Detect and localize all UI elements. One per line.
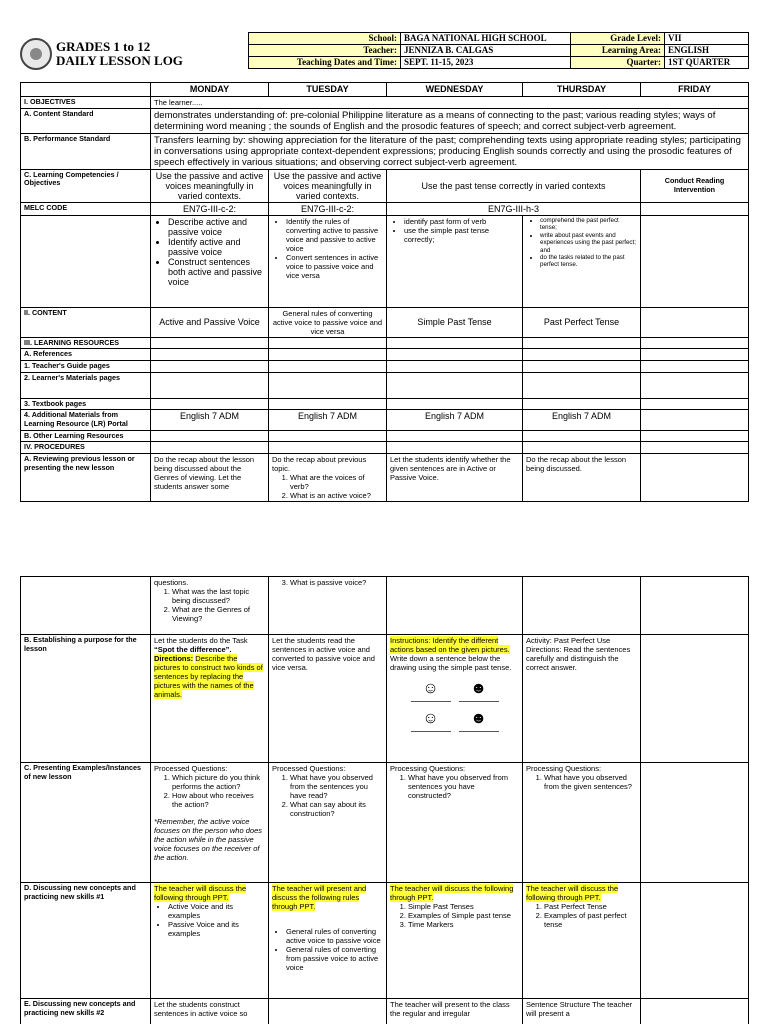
establishing-purpose-label: B. Establishing a purpose for the lesson [21, 635, 151, 763]
reviewing-monday-cont: questions. 1. What was the last topic being discussed? 2. What are the Genres of Viewing? [151, 577, 269, 635]
purpose-tuesday: Let the students read the sentences in active voice and converted to passive voice and vice versa. [269, 635, 387, 763]
grade-label: Grade Level: [571, 33, 665, 45]
discussing2-wednesday: The teacher will present to the class the regular and irregular [387, 999, 523, 1024]
school-label: School: [249, 33, 401, 45]
melc-label: MELC CODE [21, 202, 151, 215]
discussing2-monday: Let the students construct sentences in active voice so [151, 999, 269, 1024]
reviewing-tuesday-cont: 3. What is passive voice? [269, 577, 387, 635]
lesson-log-header [20, 32, 748, 76]
presenting-examples-label: C. Presenting Examples/Instances of new lesson [21, 763, 151, 883]
content-tuesday: General rules of converting active voice to passive voice and vice versa [269, 307, 387, 337]
cartoon-drawing-icon: ☻ [459, 676, 499, 702]
log-title: GRADES 1 to 12 DAILY LESSON LOG [56, 39, 183, 68]
content-thursday: Past Perfect Tense [523, 307, 641, 337]
content-standard-label: A. Content Standard [21, 108, 151, 133]
area-label: Learning Area: [571, 45, 665, 57]
presenting-thursday: Processing Questions: 1. What have you observed from the given sentences? [523, 763, 641, 883]
cartoon-drawing-icon: ☺ [411, 676, 451, 702]
competency-friday: Conduct Reading Intervention [641, 169, 749, 202]
procedures-heading: IV. PROCEDURES [21, 442, 151, 454]
reviewing-thursday: Do the recap about the lesson being discussed. [523, 453, 641, 501]
school-value: BAGA NATIONAL HIGH SCHOOL [401, 33, 571, 45]
melc-tuesday: EN7G-III-c-2: [269, 202, 387, 215]
learning-resources-heading: III. LEARNING RESOURCES [21, 337, 151, 349]
grade-value: VII [665, 33, 749, 45]
materials-monday: English 7 ADM [151, 410, 269, 430]
teacher-value: JENNIZA B. CALGAS [401, 45, 571, 57]
content-heading: II. CONTENT [21, 307, 151, 337]
references-label: A. References [21, 349, 151, 361]
content-standard-text: demonstrates understanding of: pre-colonial Philippine literature as a means of connecting to the past; various reading styles; ways of determining word meaning ; the sounds of English and the prosodic features of speech; and correct subject-verb agreement. [151, 108, 749, 133]
content-wednesday: Simple Past Tense [387, 307, 523, 337]
deped-seal-icon [20, 38, 52, 70]
melc-monday: EN7G-III-c-2: [151, 202, 269, 215]
purpose-monday: Let the students do the Task “Spot the difference”. Directions: Describe the pictures to construct two kinds of sentences by replacing the pictures with the names of the animals. [151, 635, 269, 763]
presenting-monday: Processed Questions: 1. Which picture do you think performs the action? 2. How about who receives the action? *Remember, the active voice focuses on the person who does the action while in the passive voice focuses on the receiver of the action. [151, 763, 269, 883]
textbook-pages-label: 3. Textbook pages [21, 398, 151, 410]
learners-materials-label: 2. Learner's Materials pages [21, 372, 151, 398]
cartoon-drawing-icon: ☺ [411, 706, 451, 732]
lesson-log-page-1 [20, 82, 748, 502]
quarter-value: 1ST QUARTER [665, 57, 749, 69]
reviewing-monday: Do the recap about the lesson being discussed about the Genres of viewing. Let the students answer some [151, 453, 269, 501]
day-friday: FRIDAY [641, 83, 749, 97]
presenting-tuesday: Processed Questions: 1. What have you observed from the sentences you have read? 2. What can say about its construction? [269, 763, 387, 883]
discussing-concepts-2-label: E. Discussing new concepts and practicing new skills #2 [21, 999, 151, 1024]
day-thursday: THURSDAY [523, 83, 641, 97]
purpose-wednesday: Instructions: Identify the different actions based on the given pictures. Write down a sentence below the drawing using the simple past tense. ☺ ☻ ☺ ☻ [387, 635, 523, 763]
competencies-label: C. Learning Competencies / Objectives [21, 169, 151, 202]
purpose-thursday: Activity: Past Perfect Use Directions: Read the sentences carefully and distinguish the correct answer. [523, 635, 641, 763]
discussing-concepts-1-label: D. Discussing new concepts and practicing new skills #1 [21, 883, 151, 999]
performance-standard-label: B. Performance Standard [21, 133, 151, 169]
cartoon-drawing-icon: ☻ [459, 706, 499, 732]
materials-thursday: English 7 ADM [523, 410, 641, 430]
dates-value: SEPT. 11-15, 2023 [401, 57, 571, 69]
dates-label: Teaching Dates and Time: [249, 57, 401, 69]
discussing1-monday: The teacher will discuss the following through PPT. • Active Voice and its examples • Passive Voice and its examples [151, 883, 269, 999]
competency-tuesday: Use the passive and active voices meaningfully in varied contexts. [269, 169, 387, 202]
day-tuesday: TUESDAY [269, 83, 387, 97]
objectives-tuesday: • Identify the rules of converting active to passive voice and passive to active voice • Convert sentences in active voice to passive voice and vice versa [269, 215, 387, 307]
materials-wednesday: English 7 ADM [387, 410, 523, 430]
reviewing-tuesday: Do the recap about previous topic. 1. What are the voices of verb? 2. What is an active voice? [269, 453, 387, 501]
learner-text: The learner..... [151, 96, 749, 108]
lesson-log-table [20, 82, 749, 502]
school-info-table [248, 32, 749, 69]
objectives-thursday: • comprehend the past perfect tense; • write about past events and experiences using the past perfect; and • do the tasks related to the past perfect tense. [523, 215, 641, 307]
other-resources-label: B. Other Learning Resources [21, 430, 151, 442]
teacher-label: Teacher: [249, 45, 401, 57]
materials-tuesday: English 7 ADM [269, 410, 387, 430]
additional-materials-label: 4. Additional Materials from Learning Resource (LR) Portal [21, 410, 151, 430]
content-monday: Active and Passive Voice [151, 307, 269, 337]
discussing1-thursday: The teacher will discuss the following through PPT. 1. Past Perfect Tense 2. Examples of past perfect tense [523, 883, 641, 999]
discussing1-wednesday: The teacher will discuss the following through PPT. 1. Simple Past Tenses 2. Examples of Simple past tense 3. Time Markers [387, 883, 523, 999]
competency-wed-thu: Use the past tense correctly in varied contexts [387, 169, 641, 202]
objectives-monday: • Describe active and passive voice • Identify active and passive voice • Construct sentences both active and passive voice [151, 215, 269, 307]
reviewing-lesson-label: A. Reviewing previous lesson or presenting the new lesson [21, 453, 151, 501]
day-wednesday: WEDNESDAY [387, 83, 523, 97]
objectives-heading: I. OBJECTIVES [21, 96, 151, 108]
performance-standard-text: Transfers learning by: showing appreciation for the literature of the past; comprehending texts using appropriate reading styles; participating in conversations using appropriate context-dependent expressions; producing English sounds correctly and using the prosodic features of speech effectively in various situations; and observing correct subject-verb agreement. [151, 133, 749, 169]
lesson-log-page-2 [20, 576, 748, 1024]
competency-monday: Use the passive and active voices meaningfully in varied contexts. [151, 169, 269, 202]
melc-wed-thu: EN7G-III-h-3 [387, 202, 641, 215]
objectives-wednesday: • identify past form of verb • use the simple past tense correctly; [387, 215, 523, 307]
discussing1-tuesday: The teacher will present and discuss the following rules through PPT. • General rules of converting active voice to passive voice • General rules of converting from passive voice to active voice [269, 883, 387, 999]
discussing2-thursday: Sentence Structure The teacher will present a [523, 999, 641, 1024]
lesson-log-table-continued [20, 576, 749, 1024]
area-value: ENGLISH [665, 45, 749, 57]
quarter-label: Quarter: [571, 57, 665, 69]
teachers-guide-label: 1. Teacher's Guide pages [21, 361, 151, 373]
reviewing-wednesday: Let the students identify whether the given sentences are in Active or Passive Voice. [387, 453, 523, 501]
presenting-wednesday: Processing Questions: 1. What have you observed from sentences you have constructed? [387, 763, 523, 883]
day-monday: MONDAY [151, 83, 269, 97]
